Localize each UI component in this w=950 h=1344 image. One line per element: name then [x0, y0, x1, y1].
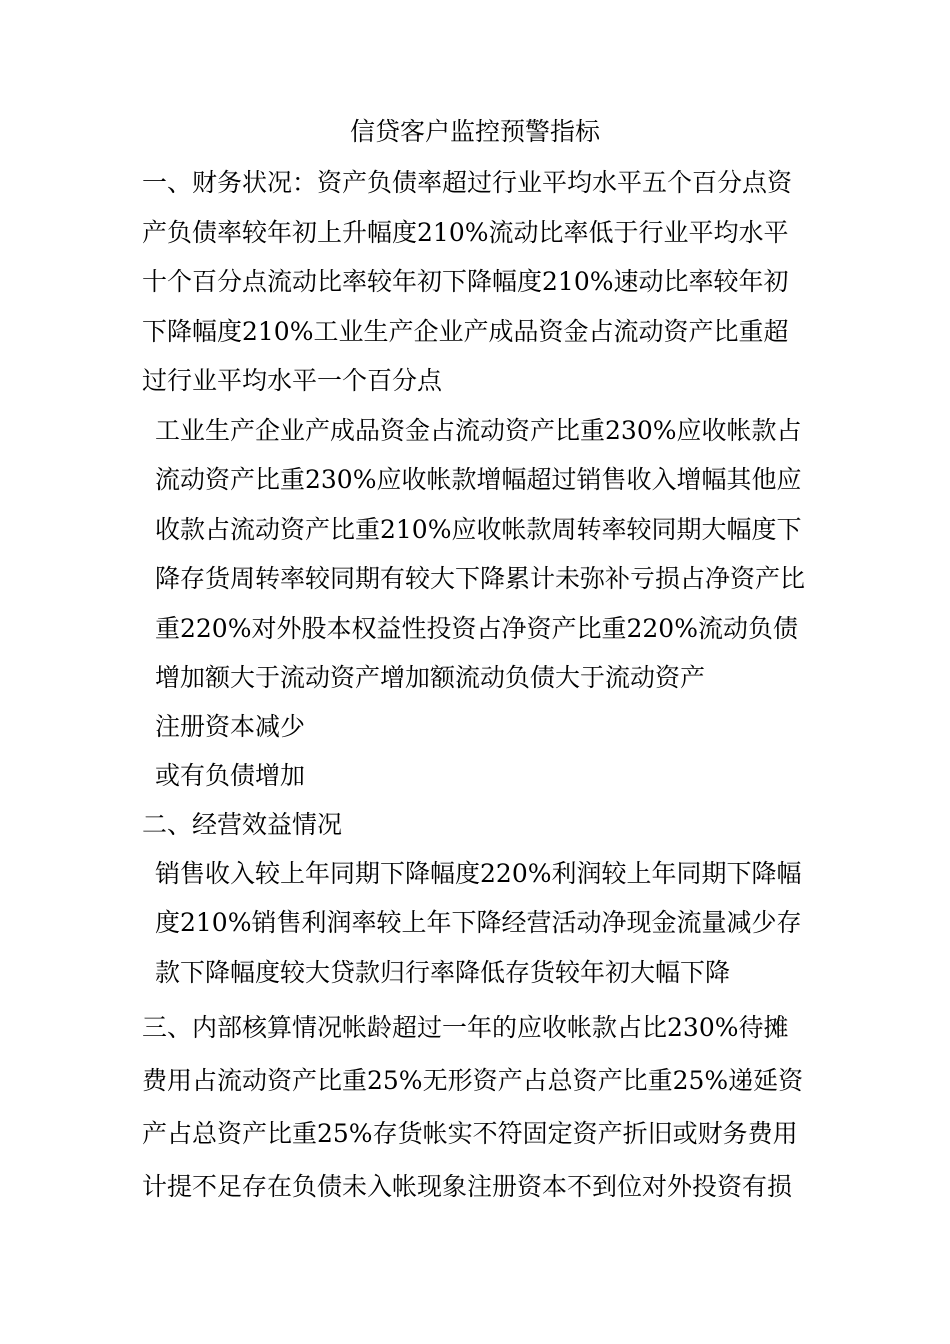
paragraph-contingent-liabilities: 或有负债增加 — [155, 761, 306, 790]
paragraph-internal-accounting: 三、内部核算情况帐龄超过一年的应收帐款占比230%待摊费用占流动资产比重25%无形资产占总资产比重25%递延资产占总资产比重25%存货帐实不符固定资产折旧或财务费用计提不足存在负债未入帐现象注册资本不到位对外投资有损 — [142, 1013, 804, 1201]
paragraph-operating-performance: 销售收入较上年同期下降幅度220%利润较上年同期下降幅度210%销售利润率较上年下降经营活动净现金流量减少存款下降幅度较大贷款归行率降低存货较年初大幅下降 — [155, 859, 802, 987]
paragraph-capital-reduction: 注册资本减少 — [155, 712, 306, 741]
section-heading-operating-performance: 二、经营效益情况 — [142, 810, 343, 839]
paragraph-financial-status: 一、财务状况：资产负债率超过行业平均水平五个百分点资产负债率较年初上升幅度210%流动比率低于行业平均水平十个百分点流动比率较年初下降幅度210%速动比率较年初下降幅度210%工业生产企业产成品资金占流动资产比重超过行业平均水平一个百分点 — [142, 168, 793, 396]
paragraph-asset-ratios: 工业生产企业产成品资金占流动资产比重230%应收帐款占流动资产比重230%应收帐款增幅超过销售收入增幅其他应收款占流动资产比重210%应收帐款周转率较同期大幅度下降存货周转率较同期有较大下降累计未弥补亏损占净资产比重220%对外股本权益性投资占净资产比重220%流动负债增加额大于流动资产增加额流动负债大于流动资产 — [155, 416, 806, 693]
document-title: 信贷客户监控预警指标 — [349, 117, 600, 146]
